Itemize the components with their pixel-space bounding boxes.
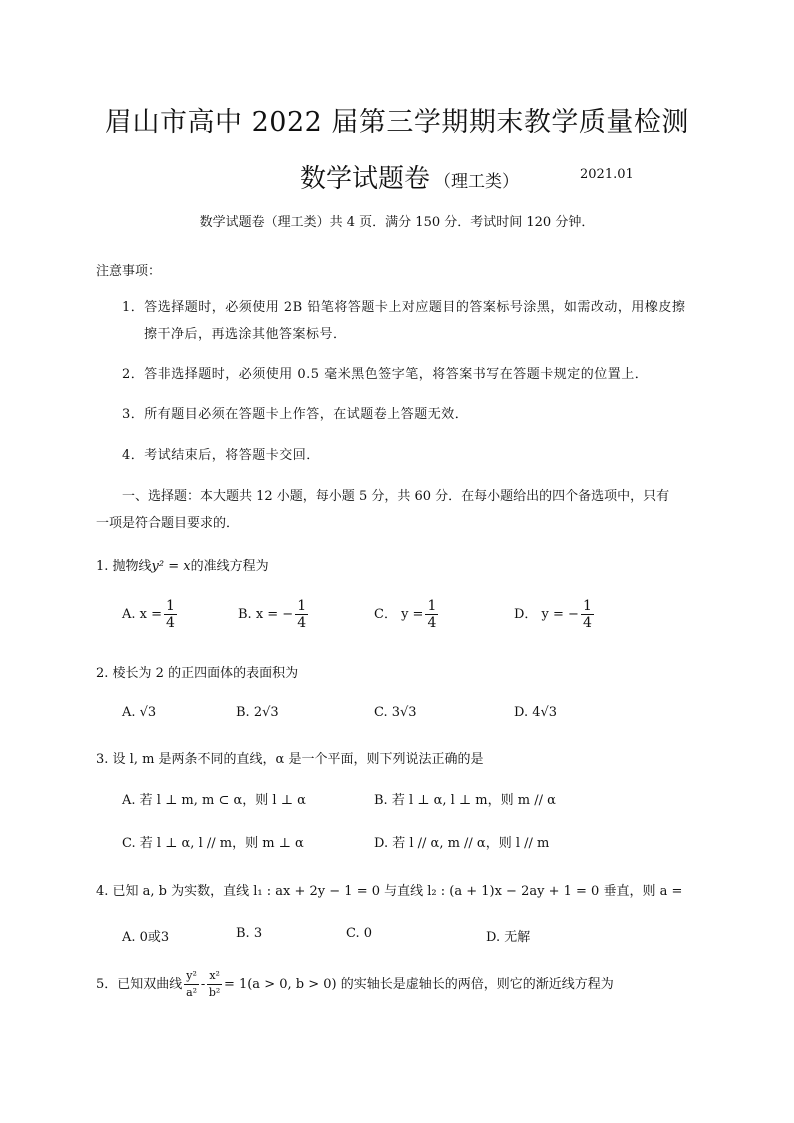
- question-1-stem: [96, 555, 269, 574]
- note-item: 擦干净后，再选涂其他答案标号．: [144, 327, 347, 342]
- fraction-num: 1: [166, 598, 175, 614]
- exam-intro: 数学试题卷（理工类）共 4 页．满分 150 分．考试时间 120 分钟．: [199, 215, 595, 230]
- subtitle-text: 数学试题卷: [300, 164, 431, 194]
- q1-stem-a: 1. 抛物线: [96, 559, 152, 574]
- fraction-den: 4: [166, 615, 175, 631]
- section-heading-cont: 一项是符合题目要求的．: [96, 516, 240, 531]
- note-item: 1．答选择题时，必须使用 2B 铅笔将答题卡上对应题目的答案标号涂黑，如需改动，用橡皮擦: [122, 300, 686, 315]
- exam-date: 2021.01: [580, 167, 634, 182]
- fraction-num: 1: [297, 598, 307, 614]
- fraction-den: a²: [186, 986, 198, 999]
- notes-heading: 注意事项：: [96, 264, 162, 279]
- q4-option-d: D. 无解: [486, 930, 531, 945]
- q1-option-b-label: B. x = −: [238, 607, 294, 622]
- fraction-den: b²: [208, 986, 221, 999]
- fraction: [295, 598, 308, 631]
- fraction-num: y²: [184, 968, 199, 985]
- question-2-stem: 2. 棱长为 2 的正四面体的表面积为: [96, 666, 299, 681]
- fraction-den: 4: [427, 615, 437, 631]
- q1-option-a-label: A. x =: [122, 607, 163, 622]
- fraction-num: 1: [427, 598, 437, 614]
- q2-option-a: A. √3: [122, 705, 157, 720]
- fraction: [184, 968, 199, 1001]
- q1-option-b: [238, 598, 310, 631]
- q4-option-c: C. 0: [346, 926, 373, 941]
- fraction: [581, 598, 594, 631]
- q1-stem-c: 的准线方程为: [190, 559, 269, 574]
- fraction-den: 4: [582, 615, 592, 631]
- q5-minus: -: [200, 977, 206, 992]
- q3-option-c: C. 若 l ⊥ α, l // m，则 m ⊥ α: [122, 836, 304, 851]
- fraction: [164, 598, 177, 631]
- fraction-num: x²: [207, 968, 222, 985]
- fraction: [207, 968, 222, 1001]
- fraction-num: 1: [582, 598, 592, 614]
- q2-option-d: D. 4√3: [514, 705, 558, 720]
- q1-option-a: [122, 598, 179, 631]
- question-4-stem: 4. 已知 a, b 为实数，直线 l₁ : ax + 2y − 1 = 0 与直线 l₂ : (a + 1)x − 2ay + 1 = 0 垂直，则 a =: [96, 884, 683, 899]
- q3-option-b: B. 若 l ⊥ α, l ⊥ m，则 m // α: [374, 793, 556, 808]
- q4-option-b: B. 3: [236, 926, 263, 941]
- q2-option-b: B. 2√3: [236, 705, 279, 720]
- exam-subtitle: [300, 158, 519, 195]
- q1-option-c-label: C． y =: [374, 607, 424, 622]
- q5-stem-a: 5．已知双曲线: [96, 977, 183, 992]
- q1-option-d-label: D． y = −: [514, 607, 579, 622]
- subtitle-category: （理工类）: [434, 172, 520, 192]
- section-heading: 一、选择题：本大题共 12 小题，每小题 5 分，共 60 分．在每小题给出的四个备选项中，只有: [122, 489, 670, 504]
- question-5-stem: [96, 968, 614, 1001]
- fraction-den: 4: [297, 615, 307, 631]
- note-item: 4．考试结束后，将答题卡交回．: [122, 448, 320, 463]
- q3-option-d: D. 若 l // α, m // α，则 l // m: [374, 836, 550, 851]
- note-item: 2．答非选择题时，必须使用 0.5 毫米黑色签字笔，将答案书写在答题卡规定的位置上．: [122, 367, 649, 382]
- q4-option-a: A. 0或3: [122, 930, 170, 945]
- fraction: [425, 598, 438, 631]
- q2-option-c: C. 3√3: [374, 705, 417, 720]
- q1-equation: y² = x: [151, 559, 191, 574]
- q5-stem-b: = 1(a > 0, b > 0) 的实轴长是虚轴长的两倍，则它的渐近线方程为: [223, 977, 614, 992]
- note-item: 3．所有题目必须在答题卡上作答，在试题卷上答题无效．: [122, 407, 469, 422]
- q1-option-c: [374, 598, 440, 631]
- q3-option-a: A. 若 l ⊥ m, m ⊂ α，则 l ⊥ α: [122, 793, 306, 808]
- exam-title: 眉山市高中 2022 届第三学期期末教学质量检测: [105, 107, 689, 138]
- question-3-stem: 3. 设 l, m 是两条不同的直线，α 是一个平面，则下列说法正确的是: [96, 752, 484, 767]
- q1-option-d: [514, 598, 596, 631]
